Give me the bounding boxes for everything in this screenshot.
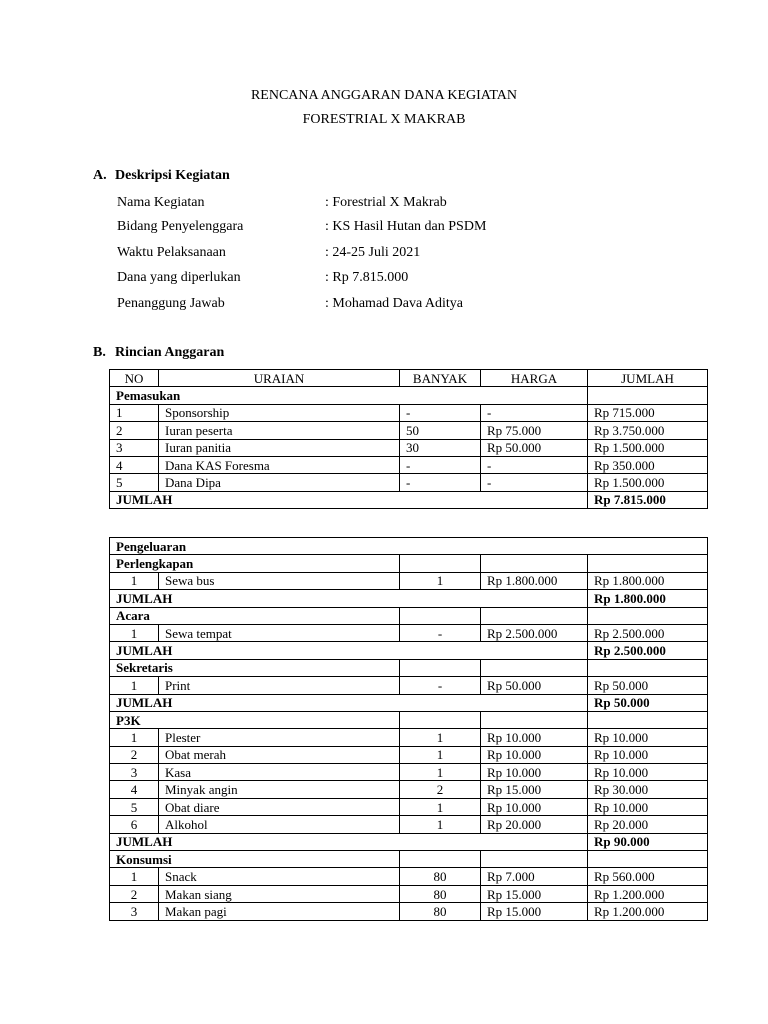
section-a-number: A. [93,168,107,183]
table-row [110,404,708,421]
cell-jumlah: Rp 10.000 [588,729,708,746]
cell-banyak: - [400,404,481,421]
group-label: P3K [110,711,400,728]
total-label: JUMLAH [110,833,588,850]
cell-harga: Rp 50.000 [481,677,588,694]
table-row [110,764,708,781]
desc-value: : KS Hasil Hutan dan PSDM [325,219,487,234]
desc-value: : Mohamad Dava Aditya [325,296,464,311]
empty-cell [481,711,588,728]
cell-uraian: Dana KAS Foresma [159,456,400,473]
desc-row-dana [117,270,677,290]
empty-cell [481,607,588,624]
cell-banyak: 1 [400,746,481,763]
cell-uraian: Iuran peserta [159,422,400,439]
cell-uraian: Obat merah [159,746,400,763]
empty-cell [400,851,481,868]
cell-jumlah: Rp 10.000 [588,764,708,781]
cell-banyak: 1 [400,572,481,589]
cell-banyak: 2 [400,781,481,798]
desc-value: : Forestrial X Makrab [325,195,447,210]
header-no: NO [110,370,159,387]
cell-harga: Rp 75.000 [481,422,588,439]
cell-no: 4 [110,456,159,473]
cell-jumlah: Rp 1.500.000 [588,439,708,456]
cell-banyak: - [400,677,481,694]
document-subtitle: FORESTRIAL X MAKRAB [302,112,466,127]
cell-uraian: Sewa bus [159,572,400,589]
cell-uraian: Sponsorship [159,404,400,421]
empty-cell [481,555,588,572]
cell-banyak: 1 [400,816,481,833]
cell-no: 6 [110,816,159,833]
desc-row-waktu [117,245,677,265]
cell-harga: Rp 7.000 [481,868,588,885]
group-row [110,659,708,676]
cell-no: 1 [110,572,159,589]
cell-harga: Rp 15.000 [481,903,588,920]
cell-harga: Rp 1.800.000 [481,572,588,589]
cell-jumlah: Rp 1.200.000 [588,885,708,902]
table-header-row [110,370,708,387]
desc-label: Penanggung Jawab [117,296,225,311]
empty-cell [588,555,708,572]
cell-jumlah: Rp 30.000 [588,781,708,798]
cell-uraian: Makan pagi [159,903,400,920]
cell-banyak: 80 [400,903,481,920]
table-row [110,746,708,763]
cell-uraian: Alkohol [159,816,400,833]
section-a-title: Deskripsi Kegiatan [115,168,230,183]
cell-uraian: Minyak angin [159,781,400,798]
cell-no: 5 [110,798,159,815]
desc-label: Bidang Penyelenggara [117,219,244,234]
cell-harga: - [481,456,588,473]
table-row [110,456,708,473]
cell-jumlah: Rp 10.000 [588,746,708,763]
cell-jumlah: Rp 10.000 [588,798,708,815]
cell-banyak: - [400,474,481,491]
cell-banyak: 1 [400,798,481,815]
cell-uraian: Snack [159,868,400,885]
group-label: Pemasukan [110,387,588,404]
cell-harga: Rp 10.000 [481,798,588,815]
cell-jumlah: Rp 1.200.000 [588,903,708,920]
cell-banyak: 80 [400,868,481,885]
cell-jumlah: Rp 1.500.000 [588,474,708,491]
cell-jumlah: Rp 3.750.000 [588,422,708,439]
group-row [110,851,708,868]
empty-cell [481,851,588,868]
cell-no: 1 [110,624,159,641]
cell-jumlah: Rp 560.000 [588,868,708,885]
section-b-heading [93,345,224,361]
cell-jumlah: Rp 1.800.000 [588,572,708,589]
table-row [110,798,708,815]
cell-banyak: - [400,624,481,641]
cell-uraian: Print [159,677,400,694]
cell-no: 2 [110,422,159,439]
desc-label: Dana yang diperlukan [117,270,241,285]
table-row [110,422,708,439]
expense-table [109,537,708,921]
cell-no: 1 [110,868,159,885]
cell-no: 5 [110,474,159,491]
header-uraian: URAIAN [159,370,400,387]
empty-cell [588,659,708,676]
table-row [110,474,708,491]
table-row [110,816,708,833]
cell-harga: Rp 10.000 [481,746,588,763]
cell-banyak: - [400,456,481,473]
group-row [110,607,708,624]
total-value: Rp 1.800.000 [588,590,708,607]
cell-harga: Rp 15.000 [481,781,588,798]
empty-cell [400,555,481,572]
empty-cell [481,659,588,676]
total-value: Rp 90.000 [588,833,708,850]
table-row [110,903,708,920]
total-label: JUMLAH [110,491,588,508]
cell-uraian: Plester [159,729,400,746]
cell-harga: Rp 15.000 [481,885,588,902]
group-row [110,555,708,572]
cell-uraian: Sewa tempat [159,624,400,641]
cell-no: 3 [110,764,159,781]
cell-uraian: Kasa [159,764,400,781]
desc-row-nama-kegiatan [117,195,677,215]
cell-uraian: Dana Dipa [159,474,400,491]
header-banyak: BANYAK [400,370,481,387]
desc-row-penanggung-jawab [117,296,677,316]
total-row [110,642,708,659]
cell-no: 2 [110,885,159,902]
total-value: Rp 7.815.000 [588,491,708,508]
cell-banyak: 50 [400,422,481,439]
total-value: Rp 2.500.000 [588,642,708,659]
cell-banyak: 30 [400,439,481,456]
empty-cell [588,387,708,404]
total-row [110,590,708,607]
empty-cell [400,607,481,624]
cell-jumlah: Rp 715.000 [588,404,708,421]
empty-cell [588,607,708,624]
table-row [110,624,708,641]
cell-jumlah: Rp 350.000 [588,456,708,473]
table-row [110,729,708,746]
income-table [109,369,708,509]
cell-harga: Rp 2.500.000 [481,624,588,641]
expense-heading-row [110,538,708,555]
desc-value: : 24-25 Juli 2021 [325,245,421,260]
cell-harga: - [481,404,588,421]
empty-cell [400,711,481,728]
cell-banyak: 80 [400,885,481,902]
total-row [110,694,708,711]
empty-cell [400,659,481,676]
expense-heading: Pengeluaran [110,538,708,555]
table-row [110,868,708,885]
cell-harga: Rp 50.000 [481,439,588,456]
cell-no: 1 [110,404,159,421]
total-label: JUMLAH [110,590,588,607]
table-row [110,677,708,694]
total-value: Rp 50.000 [588,694,708,711]
desc-label: Waktu Pelaksanaan [117,245,226,260]
group-label: Konsumsi [110,851,400,868]
desc-value: : Rp 7.815.000 [325,270,409,285]
group-row [110,711,708,728]
cell-no: 3 [110,439,159,456]
cell-uraian: Obat diare [159,798,400,815]
cell-harga: Rp 20.000 [481,816,588,833]
total-label: JUMLAH [110,694,588,711]
group-row [110,387,708,404]
header-jumlah: JUMLAH [588,370,708,387]
cell-jumlah: Rp 20.000 [588,816,708,833]
group-label: Sekretaris [110,659,400,676]
cell-no: 1 [110,677,159,694]
table-row [110,781,708,798]
table-row [110,572,708,589]
header-harga: HARGA [481,370,588,387]
document-title: RENCANA ANGGARAN DANA KEGIATAN [250,88,518,103]
section-b-number: B. [93,345,106,360]
cell-harga: - [481,474,588,491]
total-row [110,491,708,508]
cell-no: 4 [110,781,159,798]
section-a-heading [93,168,230,184]
cell-banyak: 1 [400,764,481,781]
cell-jumlah: Rp 50.000 [588,677,708,694]
table-row [110,885,708,902]
group-label: Acara [110,607,400,624]
cell-harga: Rp 10.000 [481,764,588,781]
cell-no: 2 [110,746,159,763]
table-row [110,439,708,456]
desc-label: Nama Kegiatan [117,195,205,210]
empty-cell [588,851,708,868]
total-label: JUMLAH [110,642,588,659]
cell-uraian: Iuran panitia [159,439,400,456]
cell-no: 3 [110,903,159,920]
empty-cell [588,711,708,728]
section-b-title: Rincian Anggaran [115,345,225,360]
desc-row-bidang [117,219,677,239]
cell-banyak: 1 [400,729,481,746]
cell-jumlah: Rp 2.500.000 [588,624,708,641]
cell-harga: Rp 10.000 [481,729,588,746]
group-label: Perlengkapan [110,555,400,572]
total-row [110,833,708,850]
cell-uraian: Makan siang [159,885,400,902]
cell-no: 1 [110,729,159,746]
